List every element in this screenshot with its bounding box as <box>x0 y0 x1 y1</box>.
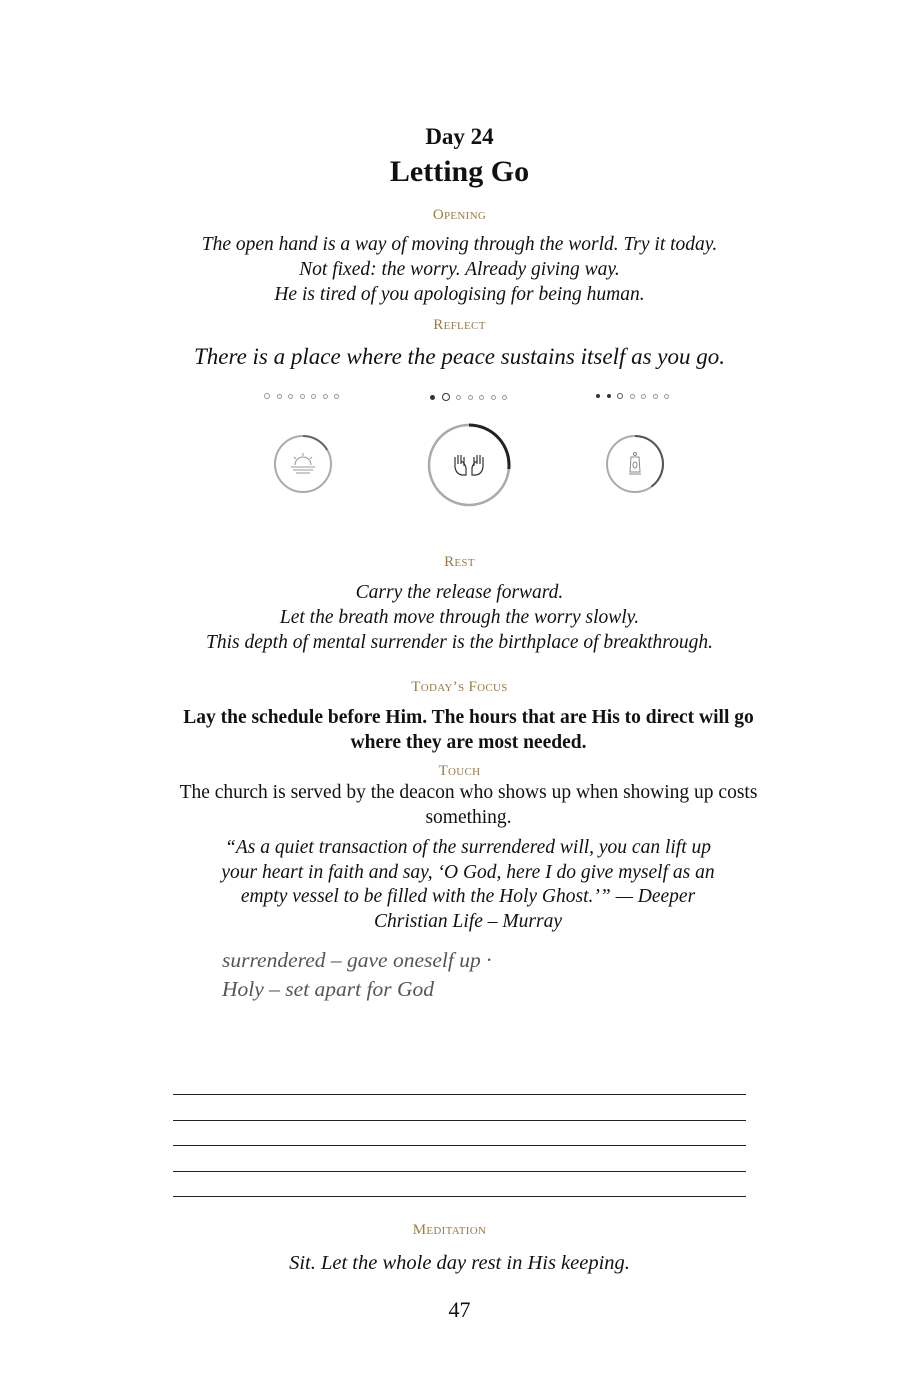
progress-dot <box>277 394 282 399</box>
progress-dot <box>479 395 484 400</box>
progress-dot <box>491 395 496 400</box>
progress-dot <box>456 395 461 400</box>
opening-text <box>0 232 919 307</box>
progress-dot <box>502 395 507 400</box>
rest-line: Carry the release forward. <box>355 582 564 603</box>
progress-dot <box>288 394 293 399</box>
progress-dot <box>630 394 635 399</box>
meditation-text: Sit. Let the whole day rest in His keeping. <box>289 1252 630 1274</box>
progress-dots-3 <box>596 387 676 405</box>
sunrise-icon <box>291 453 315 473</box>
progress-dot <box>442 393 450 401</box>
opening-line: The open hand is a way of moving through the world. Try it today. <box>201 234 718 255</box>
progress-dot <box>430 395 435 400</box>
focus-label: Today’s Focus <box>411 679 508 695</box>
rest-line: Let the breath move through the worry slowly. <box>279 607 640 628</box>
progress-dot <box>264 393 270 399</box>
page-title: Letting Go <box>389 155 530 188</box>
progress-dot <box>653 394 658 399</box>
writing-line[interactable] <box>173 1120 746 1121</box>
writing-line[interactable] <box>173 1196 746 1197</box>
opening-line: He is tired of you apologising for being human. <box>274 284 645 305</box>
progress-dot <box>323 394 328 399</box>
rest-label: Rest <box>444 554 475 570</box>
glossary <box>222 946 642 1003</box>
writing-line[interactable] <box>173 1171 746 1172</box>
opening-label: Opening <box>432 207 487 223</box>
glossary-entry: surrendered – gave oneself up · <box>222 948 492 972</box>
progress-dot <box>607 394 611 398</box>
opening-line: Not fixed: the worry. Already giving way. <box>299 259 620 280</box>
open-hands-progress-ring <box>425 421 513 509</box>
progress-dot <box>334 394 339 399</box>
focus-text: Lay the schedule before Him. The hours that are His to direct will go where they are most needed. <box>183 707 754 753</box>
page-number: 47 <box>448 1297 471 1322</box>
open-hands-icon <box>455 455 483 475</box>
meditation-label: Meditation <box>412 1222 487 1238</box>
glossary-entry: Holy – set apart for God <box>222 976 435 1001</box>
progress-dot <box>300 394 305 399</box>
progress-dot <box>664 394 669 399</box>
progress-dot <box>311 394 316 399</box>
reflect-text: There is a place where the peace sustains itself as you go. <box>193 344 726 369</box>
day-number: Day 24 <box>425 124 494 149</box>
rest-line: This depth of mental surrender is the birthplace of breakthrough. <box>206 632 713 653</box>
writing-line[interactable] <box>173 1145 746 1146</box>
lantern-icon <box>629 453 641 475</box>
rest-text <box>0 580 919 655</box>
writing-line[interactable] <box>173 1094 746 1095</box>
scripture-quote: “As a quiet transaction of the surrendered will, you can lift up your heart in faith and say, ‘O God, here I do give myself as an empty vessel to be filled with the Holy Ghost.’” — Deeper Christian Life – Murray <box>221 837 715 932</box>
journal-lines[interactable] <box>173 1094 746 1222</box>
touch-text: The church is served by the deacon who shows up when showing up costs something. <box>179 782 758 828</box>
sunrise-progress-ring <box>271 432 335 496</box>
progress-dots-2 <box>430 388 514 406</box>
reflect-label: Reflect <box>433 317 486 333</box>
progress-dot <box>641 394 646 399</box>
progress-dot <box>468 395 473 400</box>
touch-label: Touch <box>438 763 481 779</box>
progress-dot <box>617 393 623 399</box>
progress-dots-1 <box>264 387 346 405</box>
progress-dot <box>596 394 600 398</box>
lantern-progress-ring <box>603 432 667 496</box>
